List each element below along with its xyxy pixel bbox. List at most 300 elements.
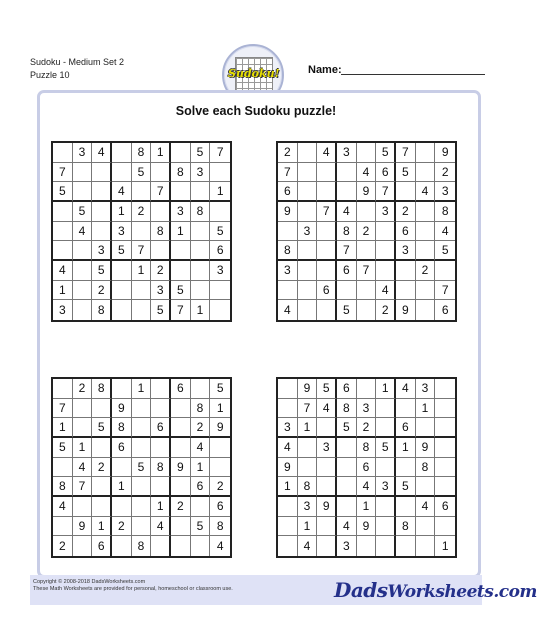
sudoku-cell[interactable]: [376, 222, 396, 242]
sudoku-cell[interactable]: 4: [151, 517, 171, 537]
sudoku-cell[interactable]: [396, 497, 416, 517]
sudoku-cell[interactable]: [132, 300, 152, 320]
sudoku-cell[interactable]: 7: [210, 143, 230, 163]
sudoku-cell[interactable]: [435, 477, 455, 497]
sudoku-cell[interactable]: 2: [396, 202, 416, 222]
sudoku-cell[interactable]: [337, 438, 357, 458]
sudoku-cell[interactable]: [191, 281, 211, 301]
sudoku-cell[interactable]: [171, 241, 191, 261]
sudoku-cell[interactable]: [357, 536, 377, 556]
sudoku-cell[interactable]: 2: [151, 261, 171, 281]
sudoku-cell[interactable]: [298, 300, 318, 320]
sudoku-cell[interactable]: 6: [112, 438, 132, 458]
sudoku-cell[interactable]: 7: [298, 399, 318, 419]
sudoku-cell[interactable]: [53, 241, 73, 261]
sudoku-cell[interactable]: [171, 399, 191, 419]
sudoku-cell[interactable]: [298, 281, 318, 301]
sudoku-cell[interactable]: [278, 222, 298, 242]
sudoku-cell[interactable]: [112, 536, 132, 556]
sudoku-cell[interactable]: 3: [151, 281, 171, 301]
sudoku-cell[interactable]: 1: [53, 281, 73, 301]
sudoku-cell[interactable]: [416, 241, 436, 261]
sudoku-cell[interactable]: 1: [191, 300, 211, 320]
sudoku-cell[interactable]: 1: [298, 418, 318, 438]
sudoku-cell[interactable]: [73, 536, 93, 556]
sudoku-cell[interactable]: [53, 202, 73, 222]
sudoku-cell[interactable]: [210, 163, 230, 183]
sudoku-cell[interactable]: [357, 300, 377, 320]
sudoku-cell[interactable]: [416, 517, 436, 537]
sudoku-cell[interactable]: [317, 477, 337, 497]
sudoku-cell[interactable]: 3: [92, 241, 112, 261]
sudoku-cell[interactable]: 4: [337, 517, 357, 537]
sudoku-cell[interactable]: 5: [337, 418, 357, 438]
sudoku-cell[interactable]: [132, 222, 152, 242]
sudoku-cell[interactable]: [337, 163, 357, 183]
sudoku-cell[interactable]: [376, 261, 396, 281]
sudoku-cell[interactable]: 7: [53, 399, 73, 419]
sudoku-cell[interactable]: 1: [396, 438, 416, 458]
sudoku-cell[interactable]: [92, 438, 112, 458]
sudoku-cell[interactable]: 8: [416, 458, 436, 478]
sudoku-cell[interactable]: [396, 458, 416, 478]
sudoku-cell[interactable]: 3: [171, 202, 191, 222]
sudoku-cell[interactable]: 6: [191, 477, 211, 497]
sudoku-cell[interactable]: 7: [73, 477, 93, 497]
sudoku-cell[interactable]: 5: [92, 418, 112, 438]
sudoku-cell[interactable]: [376, 517, 396, 537]
sudoku-cell[interactable]: [298, 261, 318, 281]
sudoku-cell[interactable]: [298, 182, 318, 202]
sudoku-cell[interactable]: 8: [191, 202, 211, 222]
sudoku-cell[interactable]: [317, 261, 337, 281]
sudoku-cell[interactable]: [357, 379, 377, 399]
sudoku-cell[interactable]: 8: [92, 300, 112, 320]
sudoku-cell[interactable]: [210, 281, 230, 301]
sudoku-cell[interactable]: [92, 477, 112, 497]
sudoku-cell[interactable]: [376, 458, 396, 478]
sudoku-cell[interactable]: 2: [191, 418, 211, 438]
sudoku-cell[interactable]: 2: [416, 261, 436, 281]
sudoku-cell[interactable]: [132, 182, 152, 202]
sudoku-cell[interactable]: [298, 143, 318, 163]
sudoku-cell[interactable]: [337, 497, 357, 517]
sudoku-cell[interactable]: 5: [337, 300, 357, 320]
sudoku-cell[interactable]: 4: [396, 379, 416, 399]
sudoku-cell[interactable]: 4: [73, 458, 93, 478]
sudoku-cell[interactable]: [317, 517, 337, 537]
sudoku-cell[interactable]: [112, 163, 132, 183]
sudoku-cell[interactable]: 6: [357, 458, 377, 478]
sudoku-cell[interactable]: [171, 438, 191, 458]
sudoku-cell[interactable]: 9: [435, 143, 455, 163]
sudoku-cell[interactable]: 2: [357, 222, 377, 242]
sudoku-cell[interactable]: [92, 182, 112, 202]
sudoku-cell[interactable]: 2: [278, 143, 298, 163]
sudoku-cell[interactable]: 5: [191, 517, 211, 537]
sudoku-cell[interactable]: [132, 438, 152, 458]
sudoku-cell[interactable]: [73, 261, 93, 281]
sudoku-cell[interactable]: [435, 261, 455, 281]
sudoku-cell[interactable]: [416, 163, 436, 183]
sudoku-cell[interactable]: [376, 497, 396, 517]
sudoku-cell[interactable]: [53, 379, 73, 399]
sudoku-cell[interactable]: 5: [210, 379, 230, 399]
sudoku-cell[interactable]: 9: [112, 399, 132, 419]
sudoku-cell[interactable]: 6: [171, 379, 191, 399]
sudoku-cell[interactable]: 9: [171, 458, 191, 478]
sudoku-cell[interactable]: 1: [53, 418, 73, 438]
sudoku-cell[interactable]: [73, 163, 93, 183]
sudoku-cell[interactable]: 4: [191, 438, 211, 458]
sudoku-cell[interactable]: 2: [53, 536, 73, 556]
sudoku-cell[interactable]: 5: [92, 261, 112, 281]
sudoku-cell[interactable]: 2: [112, 517, 132, 537]
sudoku-cell[interactable]: 6: [396, 418, 416, 438]
sudoku-cell[interactable]: 4: [216, 539, 224, 554]
sudoku-cell[interactable]: 7: [53, 163, 73, 183]
sudoku-cell[interactable]: 1: [298, 517, 318, 537]
sudoku-cell[interactable]: 6: [92, 536, 112, 556]
sudoku-cell[interactable]: [151, 477, 171, 497]
sudoku-cell[interactable]: 7: [151, 182, 171, 202]
sudoku-cell[interactable]: 5: [171, 281, 191, 301]
sudoku-cell[interactable]: [435, 418, 455, 438]
sudoku-cell[interactable]: 7: [357, 261, 377, 281]
sudoku-cell[interactable]: [317, 458, 337, 478]
sudoku-cell[interactable]: [151, 379, 171, 399]
sudoku-cell[interactable]: [132, 418, 152, 438]
sudoku-cell[interactable]: [278, 379, 298, 399]
sudoku-cell[interactable]: 1: [441, 539, 449, 554]
sudoku-cell[interactable]: 3: [337, 143, 357, 163]
sudoku-cell[interactable]: 5: [396, 477, 416, 497]
sudoku-cell[interactable]: [191, 379, 211, 399]
sudoku-cell[interactable]: 3: [376, 477, 396, 497]
sudoku-cell[interactable]: [191, 497, 211, 517]
sudoku-cell[interactable]: [416, 281, 436, 301]
sudoku-cell[interactable]: 4: [317, 399, 337, 419]
sudoku-cell[interactable]: 2: [376, 300, 396, 320]
sudoku-cell[interactable]: 1: [191, 458, 211, 478]
sudoku-cell[interactable]: [298, 163, 318, 183]
sudoku-cell[interactable]: 4: [73, 222, 93, 242]
sudoku-cell[interactable]: 6: [441, 303, 449, 318]
sudoku-cell[interactable]: 8: [337, 399, 357, 419]
sudoku-cell[interactable]: 9: [210, 418, 230, 438]
sudoku-cell[interactable]: [317, 163, 337, 183]
sudoku-cell[interactable]: 3: [357, 399, 377, 419]
sudoku-cell[interactable]: [435, 517, 455, 537]
sudoku-cell[interactable]: [132, 281, 152, 301]
sudoku-cell[interactable]: [73, 300, 93, 320]
sudoku-cell[interactable]: 1: [210, 399, 230, 419]
sudoku-cell[interactable]: 4: [357, 163, 377, 183]
sudoku-cell[interactable]: [171, 143, 191, 163]
sudoku-cell[interactable]: [171, 536, 191, 556]
sudoku-cell[interactable]: 4: [376, 281, 396, 301]
sudoku-cell[interactable]: 7: [435, 281, 455, 301]
sudoku-cell[interactable]: 3: [416, 379, 436, 399]
sudoku-cell[interactable]: 4: [357, 477, 377, 497]
sudoku-cell[interactable]: 7: [132, 241, 152, 261]
sudoku-cell[interactable]: [416, 418, 436, 438]
sudoku-cell[interactable]: 3: [337, 536, 357, 556]
sudoku-cell[interactable]: [171, 517, 191, 537]
sudoku-cell[interactable]: 8: [132, 143, 152, 163]
sudoku-cell[interactable]: [416, 222, 436, 242]
sudoku-cell[interactable]: 2: [92, 458, 112, 478]
sudoku-cell[interactable]: 9: [396, 300, 416, 320]
sudoku-cell[interactable]: [376, 241, 396, 261]
sudoku-cell[interactable]: 8: [357, 438, 377, 458]
sudoku-cell[interactable]: [112, 458, 132, 478]
sudoku-cell[interactable]: [298, 458, 318, 478]
sudoku-cell[interactable]: [298, 241, 318, 261]
sudoku-cell[interactable]: 3: [317, 438, 337, 458]
sudoku-cell[interactable]: [92, 399, 112, 419]
sudoku-cell[interactable]: 2: [171, 497, 191, 517]
sudoku-cell[interactable]: [416, 202, 436, 222]
sudoku-cell[interactable]: 2: [132, 202, 152, 222]
sudoku-cell[interactable]: 5: [435, 241, 455, 261]
sudoku-cell[interactable]: 6: [278, 182, 298, 202]
sudoku-cell[interactable]: [317, 300, 337, 320]
sudoku-cell[interactable]: [317, 222, 337, 242]
sudoku-cell[interactable]: [112, 300, 132, 320]
sudoku-cell[interactable]: 8: [435, 202, 455, 222]
sudoku-cell[interactable]: [53, 143, 73, 163]
sudoku-cell[interactable]: 4: [92, 143, 112, 163]
sudoku-cell[interactable]: 9: [357, 182, 377, 202]
sudoku-cell[interactable]: [435, 399, 455, 419]
sudoku-cell[interactable]: [337, 477, 357, 497]
sudoku-cell[interactable]: 5: [317, 379, 337, 399]
sudoku-cell[interactable]: [151, 399, 171, 419]
sudoku-cell[interactable]: 3: [435, 182, 455, 202]
sudoku-cell[interactable]: 8: [151, 458, 171, 478]
name-field[interactable]: [341, 74, 485, 75]
sudoku-cell[interactable]: 3: [53, 300, 73, 320]
sudoku-cell[interactable]: [278, 536, 298, 556]
sudoku-cell[interactable]: 1: [132, 379, 152, 399]
sudoku-cell[interactable]: 5: [112, 241, 132, 261]
sudoku-cell[interactable]: 1: [151, 497, 171, 517]
sudoku-cell[interactable]: 6: [151, 418, 171, 438]
sudoku-cell[interactable]: 9: [298, 379, 318, 399]
sudoku-cell[interactable]: [151, 202, 171, 222]
sudoku-cell[interactable]: [53, 517, 73, 537]
sudoku-cell[interactable]: 9: [278, 202, 298, 222]
sudoku-cell[interactable]: 1: [416, 399, 436, 419]
sudoku-cell[interactable]: 5: [73, 202, 93, 222]
sudoku-cell[interactable]: [53, 222, 73, 242]
sudoku-cell[interactable]: 6: [210, 241, 230, 261]
sudoku-cell[interactable]: [171, 477, 191, 497]
sudoku-cell[interactable]: [337, 182, 357, 202]
sudoku-cell[interactable]: 7: [317, 202, 337, 222]
sudoku-cell[interactable]: [53, 458, 73, 478]
sudoku-cell[interactable]: [416, 143, 436, 163]
sudoku-cell[interactable]: [210, 438, 230, 458]
sudoku-cell[interactable]: 9: [416, 438, 436, 458]
sudoku-cell[interactable]: 8: [278, 241, 298, 261]
sudoku-cell[interactable]: [357, 241, 377, 261]
sudoku-cell[interactable]: 4: [416, 497, 436, 517]
sudoku-cell[interactable]: 5: [151, 300, 171, 320]
sudoku-cell[interactable]: [191, 222, 211, 242]
sudoku-cell[interactable]: 6: [396, 222, 416, 242]
sudoku-cell[interactable]: 7: [278, 163, 298, 183]
sudoku-cell[interactable]: [171, 418, 191, 438]
sudoku-cell[interactable]: [132, 497, 152, 517]
sudoku-cell[interactable]: [92, 163, 112, 183]
sudoku-cell[interactable]: [151, 241, 171, 261]
sudoku-cell[interactable]: [298, 202, 318, 222]
sudoku-cell[interactable]: [317, 418, 337, 438]
sudoku-cell[interactable]: 7: [337, 241, 357, 261]
sudoku-cell[interactable]: 8: [298, 477, 318, 497]
sudoku-cell[interactable]: [278, 497, 298, 517]
sudoku-cell[interactable]: 7: [171, 300, 191, 320]
sudoku-cell[interactable]: 8: [112, 418, 132, 438]
sudoku-cell[interactable]: [92, 222, 112, 242]
sudoku-cell[interactable]: 3: [298, 497, 318, 517]
sudoku-cell[interactable]: [357, 281, 377, 301]
sudoku-cell[interactable]: [112, 281, 132, 301]
sudoku-cell[interactable]: 1: [171, 222, 191, 242]
sudoku-cell[interactable]: 1: [112, 477, 132, 497]
sudoku-cell[interactable]: 1: [151, 143, 171, 163]
sudoku-cell[interactable]: [416, 300, 436, 320]
sudoku-cell[interactable]: 4: [416, 182, 436, 202]
sudoku-cell[interactable]: [112, 143, 132, 163]
sudoku-cell[interactable]: [376, 536, 396, 556]
sudoku-cell[interactable]: 3: [298, 222, 318, 242]
sudoku-cell[interactable]: [132, 477, 152, 497]
sudoku-cell[interactable]: [132, 517, 152, 537]
sudoku-cell[interactable]: [337, 458, 357, 478]
sudoku-cell[interactable]: 4: [317, 143, 337, 163]
sudoku-cell[interactable]: [376, 418, 396, 438]
sudoku-cell[interactable]: [317, 536, 337, 556]
sudoku-cell[interactable]: 3: [191, 163, 211, 183]
sudoku-cell[interactable]: 1: [278, 477, 298, 497]
sudoku-cell[interactable]: 4: [298, 536, 318, 556]
sudoku-cell[interactable]: 4: [112, 182, 132, 202]
sudoku-cell[interactable]: 8: [210, 517, 230, 537]
sudoku-cell[interactable]: [416, 477, 436, 497]
sudoku-cell[interactable]: 3: [376, 202, 396, 222]
sudoku-cell[interactable]: 8: [151, 222, 171, 242]
sudoku-cell[interactable]: [396, 281, 416, 301]
sudoku-cell[interactable]: 1: [132, 261, 152, 281]
sudoku-cell[interactable]: [112, 497, 132, 517]
sudoku-cell[interactable]: 3: [73, 143, 93, 163]
sudoku-cell[interactable]: [357, 202, 377, 222]
sudoku-cell[interactable]: 6: [435, 497, 455, 517]
sudoku-cell[interactable]: 8: [337, 222, 357, 242]
sudoku-cell[interactable]: [317, 182, 337, 202]
sudoku-cell[interactable]: 5: [376, 143, 396, 163]
sudoku-cell[interactable]: 8: [191, 399, 211, 419]
sudoku-cell[interactable]: 9: [357, 517, 377, 537]
sudoku-cell[interactable]: 4: [337, 202, 357, 222]
sudoku-cell[interactable]: [210, 458, 230, 478]
sudoku-cell[interactable]: 5: [132, 163, 152, 183]
sudoku-cell[interactable]: [112, 261, 132, 281]
sudoku-cell[interactable]: 8: [132, 536, 152, 556]
sudoku-cell[interactable]: 1: [112, 202, 132, 222]
sudoku-cell[interactable]: 1: [210, 182, 230, 202]
sudoku-cell[interactable]: 3: [210, 261, 230, 281]
sudoku-cell[interactable]: 3: [396, 241, 416, 261]
sudoku-cell[interactable]: 5: [53, 182, 73, 202]
sudoku-cell[interactable]: [132, 399, 152, 419]
sudoku-cell[interactable]: [73, 497, 93, 517]
sudoku-cell[interactable]: 1: [376, 379, 396, 399]
sudoku-cell[interactable]: 8: [53, 477, 73, 497]
sudoku-cell[interactable]: [435, 438, 455, 458]
sudoku-cell[interactable]: [210, 202, 230, 222]
sudoku-cell[interactable]: [191, 182, 211, 202]
sudoku-cell[interactable]: [151, 438, 171, 458]
sudoku-cell[interactable]: [191, 241, 211, 261]
sudoku-cell[interactable]: [151, 163, 171, 183]
sudoku-cell[interactable]: [191, 261, 211, 281]
sudoku-cell[interactable]: 7: [396, 143, 416, 163]
sudoku-cell[interactable]: [376, 399, 396, 419]
sudoku-cell[interactable]: 5: [210, 222, 230, 242]
sudoku-cell[interactable]: 8: [171, 163, 191, 183]
sudoku-cell[interactable]: 3: [278, 418, 298, 438]
sudoku-cell[interactable]: [151, 536, 171, 556]
sudoku-cell[interactable]: 1: [73, 438, 93, 458]
sudoku-cell[interactable]: 4: [278, 438, 298, 458]
sudoku-cell[interactable]: [396, 536, 416, 556]
sudoku-cell[interactable]: 1: [357, 497, 377, 517]
sudoku-cell[interactable]: [416, 536, 436, 556]
sudoku-cell[interactable]: [357, 143, 377, 163]
sudoku-cell[interactable]: 5: [376, 438, 396, 458]
sudoku-cell[interactable]: [92, 202, 112, 222]
sudoku-cell[interactable]: [278, 517, 298, 537]
sudoku-cell[interactable]: 3: [278, 261, 298, 281]
sudoku-cell[interactable]: [298, 438, 318, 458]
sudoku-cell[interactable]: 9: [73, 517, 93, 537]
sudoku-cell[interactable]: 7: [376, 182, 396, 202]
sudoku-cell[interactable]: [112, 379, 132, 399]
sudoku-cell[interactable]: 5: [191, 143, 211, 163]
sudoku-cell[interactable]: [396, 261, 416, 281]
sudoku-cell[interactable]: [337, 281, 357, 301]
sudoku-cell[interactable]: [210, 300, 230, 320]
sudoku-cell[interactable]: [396, 399, 416, 419]
sudoku-cell[interactable]: 1: [92, 517, 112, 537]
sudoku-cell[interactable]: 4: [53, 497, 73, 517]
sudoku-cell[interactable]: [278, 281, 298, 301]
sudoku-cell[interactable]: 2: [92, 281, 112, 301]
sudoku-cell[interactable]: 9: [317, 497, 337, 517]
sudoku-cell[interactable]: 2: [357, 418, 377, 438]
sudoku-cell[interactable]: [171, 182, 191, 202]
sudoku-cell[interactable]: 6: [376, 163, 396, 183]
sudoku-cell[interactable]: 6: [317, 281, 337, 301]
sudoku-cell[interactable]: 2: [435, 163, 455, 183]
sudoku-cell[interactable]: 2: [210, 477, 230, 497]
sudoku-cell[interactable]: [171, 261, 191, 281]
sudoku-cell[interactable]: 5: [132, 458, 152, 478]
